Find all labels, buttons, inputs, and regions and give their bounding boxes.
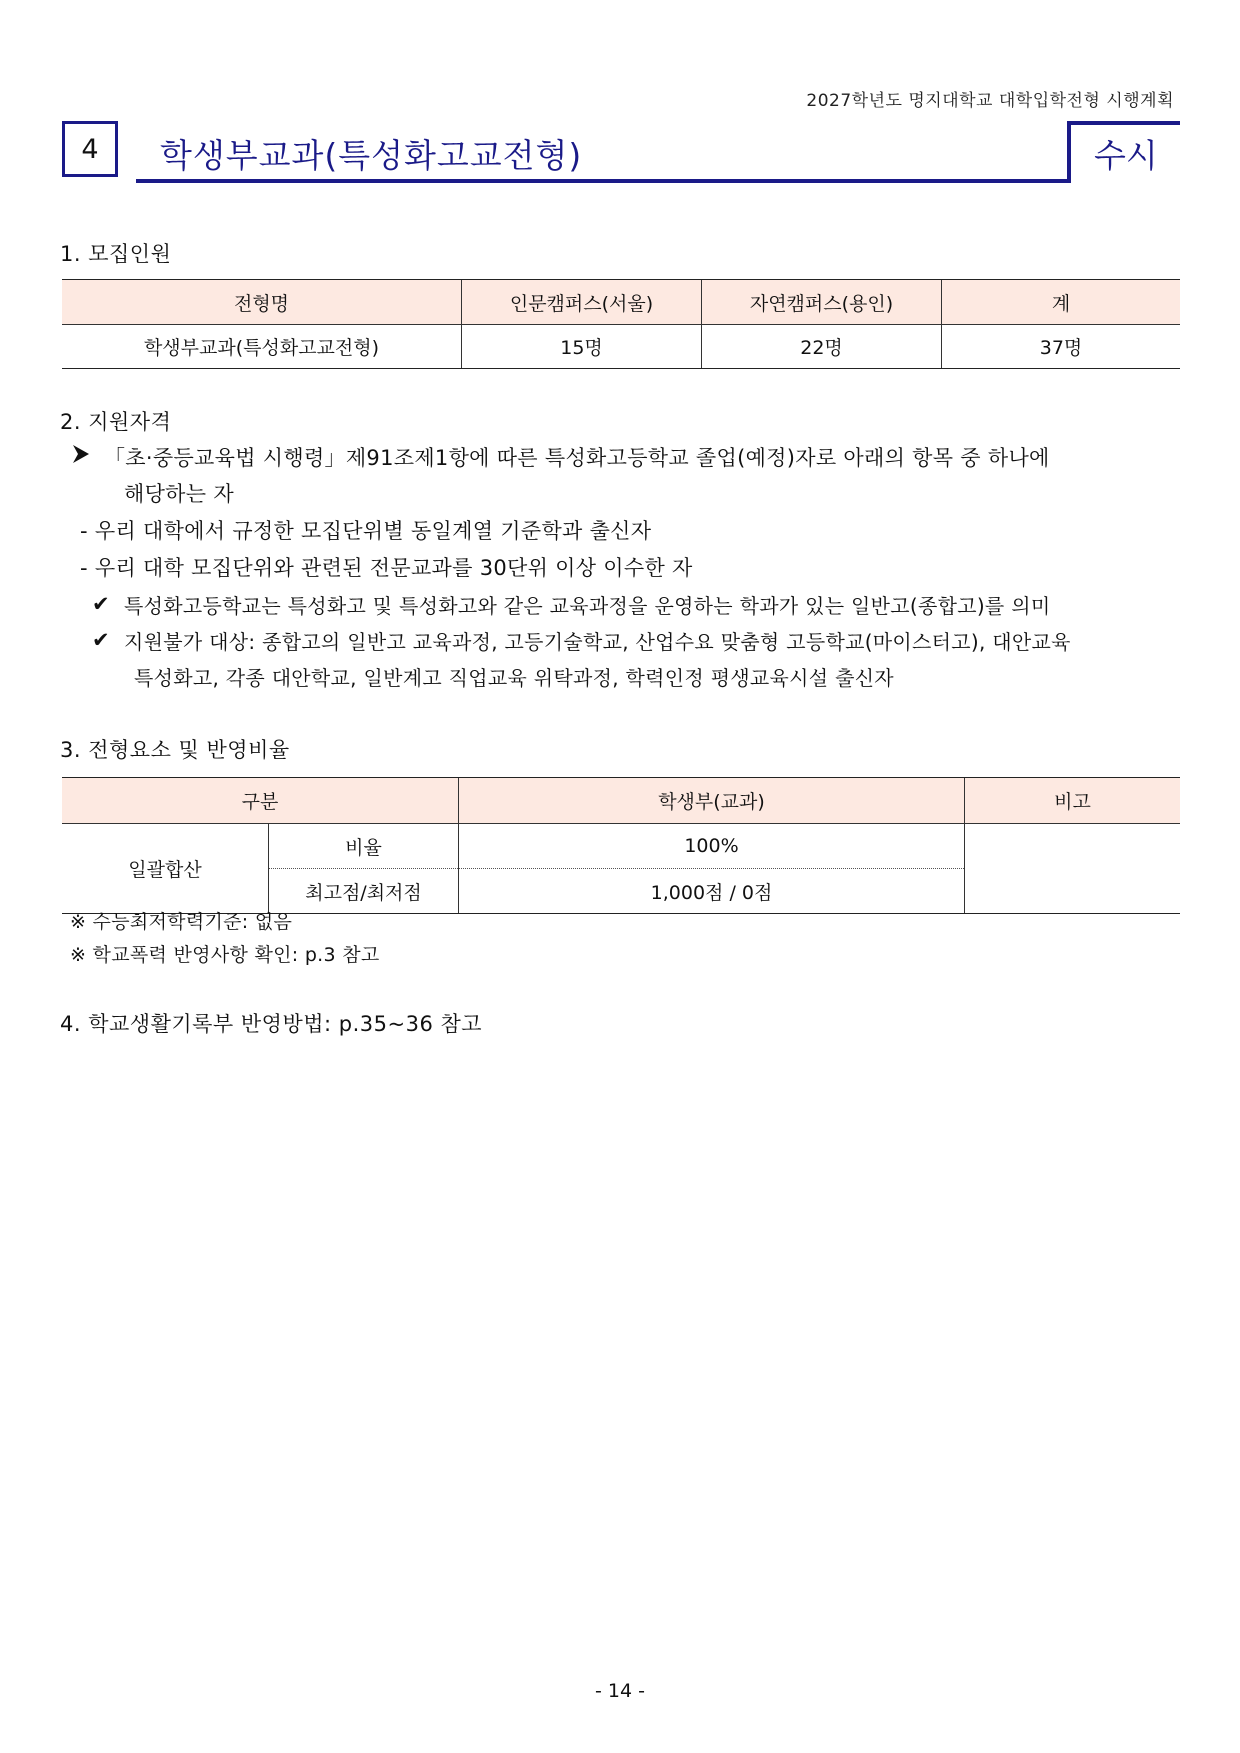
table-header-cell: 학생부(교과) [459,778,965,824]
table-cell: 비율 [269,824,459,869]
table-cell: 최고점/최저점 [269,869,459,914]
section-number-box: 4 [62,121,118,177]
checkmark-icon: ✔ [92,592,110,616]
eligibility-condition-2: - 우리 대학 모집단위와 관련된 전문교과를 30단위 이상 이수한 자 [80,556,693,580]
table-row [62,325,1180,369]
section3-heading: 3. 전형요소 및 반영비율 [60,738,290,762]
arrow-bullet-icon [72,444,90,468]
table-header-cell: 인문캠퍼스(서울) [462,280,702,325]
table-header-cell: 전형명 [62,280,462,325]
table-cell: 22명 [702,325,942,369]
table-cell: 100% [459,824,965,869]
eligibility-main-line [104,442,1182,472]
table-cell: 15명 [462,325,702,369]
table-header-cell: 비고 [965,778,1181,824]
table-cell: 37명 [942,325,1181,369]
note-school-violence: ※ 학교폭력 반영사항 확인: p.3 참고 [70,944,380,966]
running-header: 2027학년도 명지대학교 대학입학전형 시행계획 [806,91,1174,111]
page-title: 학생부교과(특성화고교전형) [160,136,583,175]
page-number: - 14 - [595,1680,645,1702]
admission-type-badge: 수시 [1094,136,1158,175]
title-underline [136,179,1071,183]
note-ineligible-line2: 특성화고, 각종 대안학교, 일반계고 직업교육 위탁과정, 학력인정 평생교육시설 출신자 [134,666,894,690]
recruitment-table [62,279,1180,369]
checkmark-icon: ✔ [92,628,110,652]
table-cell-group: 일괄합산 [62,824,269,914]
table-cell-remark [965,824,1181,914]
table-header-cell: 구분 [62,778,459,824]
eligibility-condition-1: - 우리 대학에서 규정한 모집단위별 동일계열 기준학과 출신자 [80,519,652,543]
note-specialized-school: 특성화고등학교는 특성화고 및 특성화고와 같은 교육과정을 운영하는 학과가 있는 일반고(종합고)를 의미 [124,594,1051,618]
table-cell: 1,000점 / 0점 [459,869,965,914]
note-ineligible-line1: 지원불가 대상: 종합고의 일반고 교육과정, 고등기술학교, 산업수요 맞춤형 고등학교(마이스터고), 대안교육 [124,630,1071,654]
badge-topline [1067,121,1180,125]
table-cell: 학생부교과(특성화고교전형) [62,325,462,369]
section4-heading [60,1008,482,1038]
section4-heading-title: 4. 학교생활기록부 반영방법 [60,1012,325,1036]
section4-heading-reference: : p.35~36 참고 [324,1012,483,1036]
eligibility-main-text: 「초·중등교육법 시행령」제91조제1항에 따른 특성화고등학교 졸업(예정)자로 아래의 항목 중 하나에 [104,446,1050,470]
table-header-row [62,280,1180,325]
table-header-cell: 계 [942,280,1181,325]
section2-heading: 2. 지원자격 [60,410,172,434]
eligibility-main-continuation: 해당하는 자 [124,482,234,506]
note-csat-minimum: ※ 수능최저학력기준: 없음 [70,911,293,933]
table-header-cell: 자연캠퍼스(용인) [702,280,942,325]
badge-divider [1067,121,1071,183]
section1-heading: 1. 모집인원 [60,242,172,266]
evaluation-table [62,777,1180,914]
table-row [62,824,1180,869]
table-header-row [62,778,1180,824]
